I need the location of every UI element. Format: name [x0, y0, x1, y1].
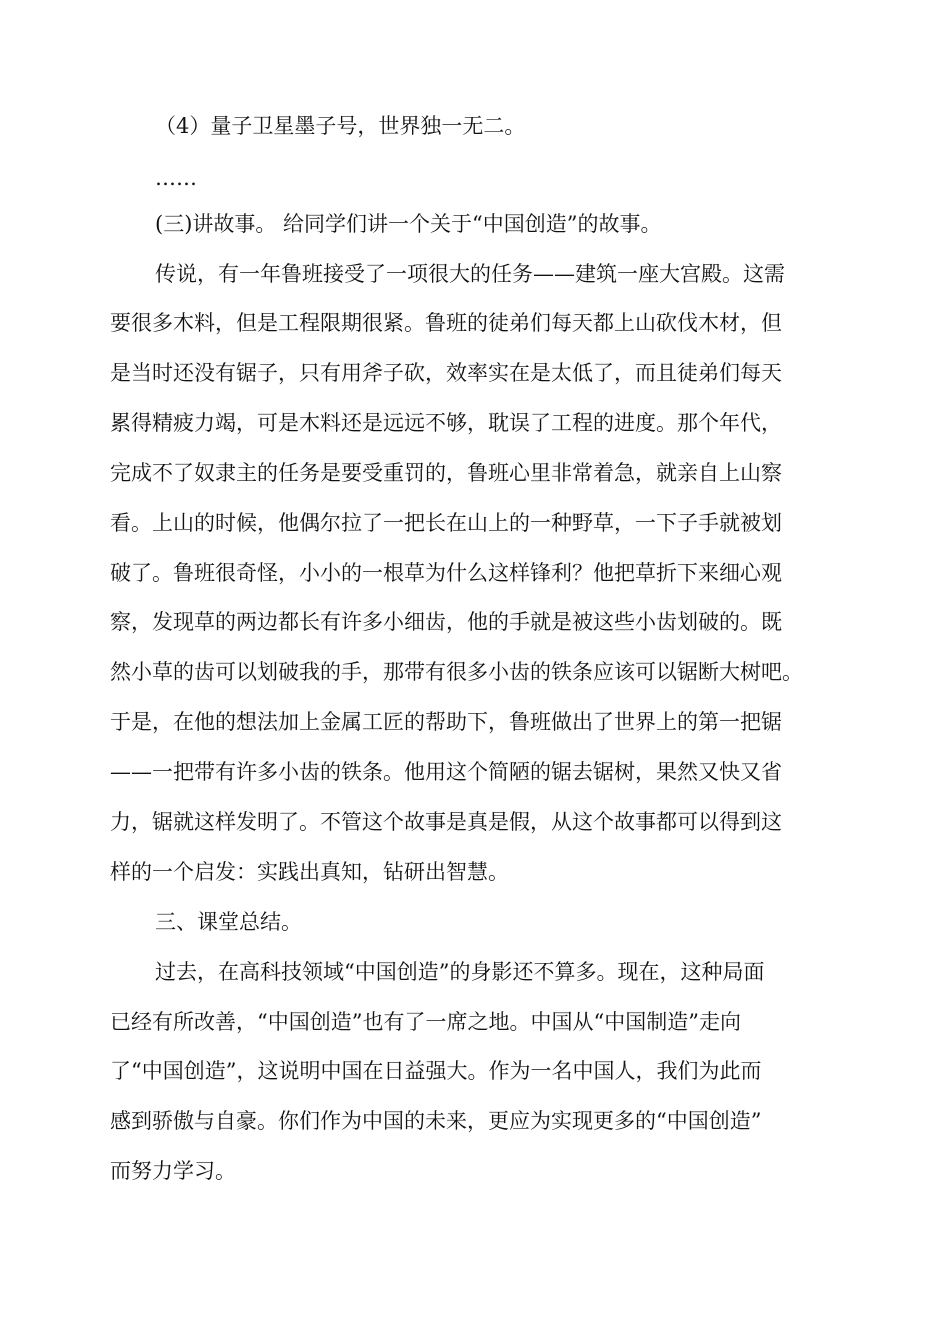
story-text-line: 要很多木料，但是工程限期很紧。鲁班的徒弟们每天都上山砍伐木材，但	[110, 311, 782, 335]
story-text-line: 累得精疲力竭，可是木料还是远远不够，耽误了工程的进度。那个年代，	[110, 411, 782, 435]
story-text-line: 于是，在他的想法加上金属工匠的帮助下，鲁班做出了世界上的第一把锯	[110, 710, 782, 734]
story-text-line: 完成不了奴隶主的任务是要受重罚的，鲁班心里非常着急，就亲自上山察	[110, 461, 782, 485]
story-text-line: 然小草的齿可以划破我的手，那带有很多小齿的铁条应该可以锯断大树吧。	[110, 660, 803, 684]
list-item-quantum-satellite: （4）量子卫星墨子号，世界独一无二。	[155, 114, 526, 138]
summary-text-line: 过去，在高科技领域“中国创造”的身影还不算多。现在，这种局面	[155, 960, 765, 984]
summary-text-line: 已经有所改善，“中国创造”也有了一席之地。中国从“中国制造”走向	[110, 1010, 741, 1034]
story-text-line: 样的一个启发：实践出真知，钻研出智慧。	[110, 860, 509, 884]
summary-text-line: 了“中国创造”，这说明中国在日益强大。作为一名中国人，我们为此而	[110, 1059, 762, 1083]
summary-text-line: 而努力学习。	[110, 1159, 236, 1183]
ellipsis-line: ……	[155, 166, 197, 190]
summary-text-line: 感到骄傲与自豪。你们作为中国的未来，更应为实现更多的“中国创造”	[110, 1109, 762, 1133]
story-text-line: 看。上山的时候，他偶尔拉了一把长在山上的一种野草，一下子手就被划	[110, 511, 782, 535]
story-text-line: 传说，有一年鲁班接受了一项很大的任务——建筑一座大宫殿。这需	[155, 262, 785, 286]
story-text-line: 察，发现草的两边都长有许多小细齿，他的手就是被这些小齿划破的。既	[110, 610, 782, 634]
story-text-line: 破了。鲁班很奇怪，小小的一根草为什么这样锋利？他把草折下来细心观	[110, 561, 782, 585]
story-text-line: ——一把带有许多小齿的铁条。他用这个简陋的锯去锯树，果然又快又省	[110, 760, 782, 784]
story-text-line: 是当时还没有锯子，只有用斧子砍，效率实在是太低了，而且徒弟们每天	[110, 361, 782, 385]
section-heading-storytelling: (三)讲故事。 给同学们讲一个关于“中国创造”的故事。	[155, 212, 662, 236]
story-text-line: 力，锯就这样发明了。不管这个故事是真是假，从这个故事都可以得到这	[110, 810, 782, 834]
section-heading-summary: 三、课堂总结。	[155, 910, 302, 934]
